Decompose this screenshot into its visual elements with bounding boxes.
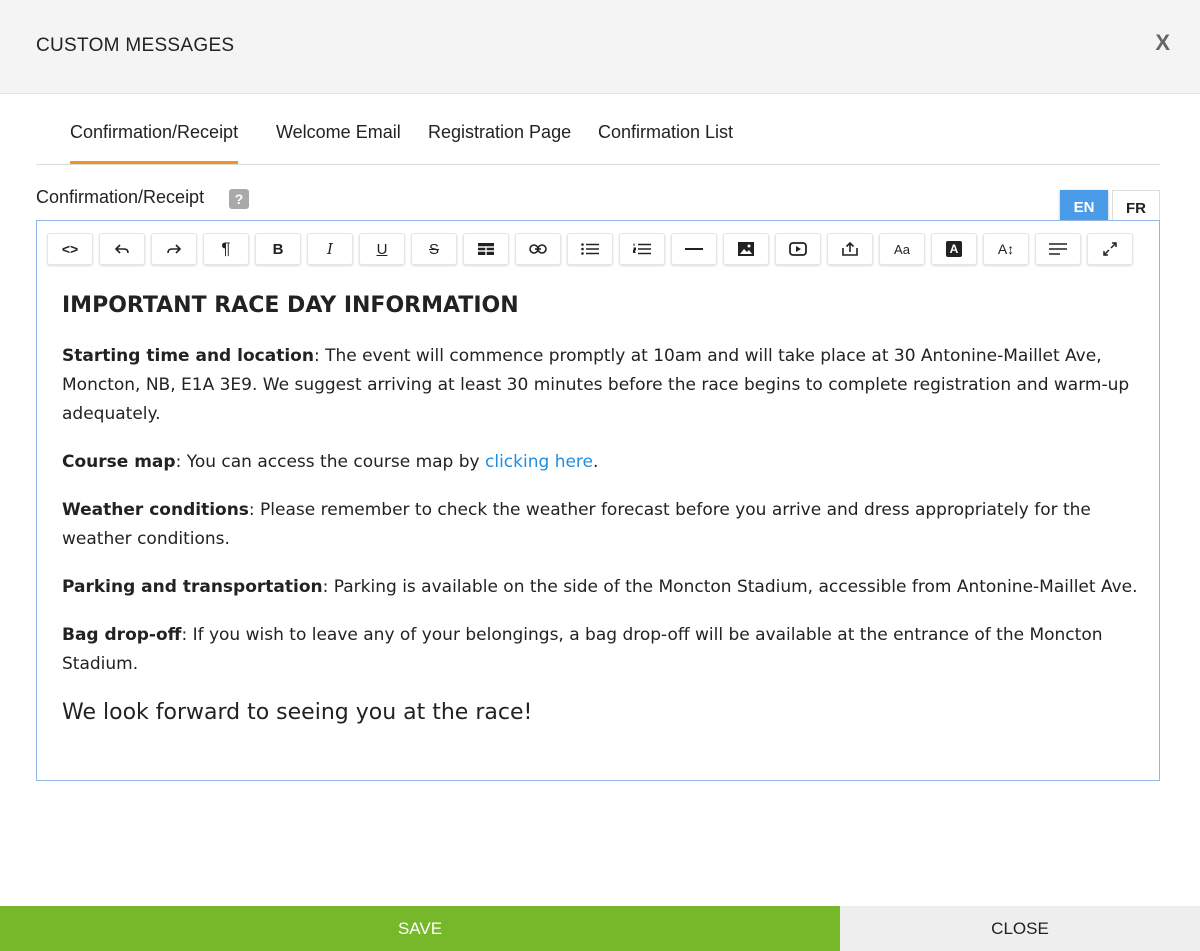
underline-icon[interactable]: U: [359, 233, 405, 265]
table-icon[interactable]: [463, 233, 509, 265]
content-heading: IMPORTANT RACE DAY INFORMATION: [62, 293, 519, 318]
upload-icon[interactable]: [827, 233, 873, 265]
paragraph-course-map: [62, 448, 1142, 477]
link-icon[interactable]: [515, 233, 561, 265]
modal-header: [0, 0, 1200, 94]
tab-registration-page[interactable]: Registration Page: [428, 122, 572, 142]
font-color-icon[interactable]: A: [931, 233, 977, 265]
align-icon[interactable]: [1035, 233, 1081, 265]
close-button[interactable]: CLOSE: [840, 906, 1200, 951]
paragraph-starting-time: [62, 342, 1142, 429]
save-button[interactable]: SAVE: [0, 906, 840, 951]
text-course-map: : You can access the course map by: [175, 452, 486, 472]
tab-welcome-email[interactable]: Welcome Email: [276, 122, 401, 142]
close-icon[interactable]: X: [1155, 30, 1170, 55]
lang-en-button[interactable]: EN: [1060, 190, 1108, 226]
tab-confirmation-list[interactable]: Confirmation List: [598, 122, 734, 142]
label-starting-time: Starting time and location: [62, 346, 314, 366]
numbered-list-icon[interactable]: [619, 233, 665, 265]
tab-confirmation-receipt[interactable]: Confirmation/Receipt: [70, 122, 238, 164]
strikethrough-icon[interactable]: S: [411, 233, 457, 265]
fullscreen-icon[interactable]: [1087, 233, 1133, 265]
modal-title: CUSTOM MESSAGES: [36, 35, 235, 56]
text-parking: : Parking is available on the side of the Moncton Stadium, accessible from Antonine-Maillet Ave.: [322, 577, 1138, 597]
bullet-list-icon[interactable]: [567, 233, 613, 265]
label-course-map: Course map: [62, 452, 176, 472]
bold-icon[interactable]: B: [255, 233, 301, 265]
image-icon[interactable]: [723, 233, 769, 265]
text-bag-dropoff: : If you wish to leave any of your belongings, a bag drop-off will be available at the entrance of the Moncton Stadium.: [62, 625, 1103, 674]
video-icon[interactable]: [775, 233, 821, 265]
paragraph-bag-dropoff: [62, 621, 1142, 679]
section-label: Confirmation/Receipt: [36, 187, 205, 207]
line-height-icon[interactable]: A↕: [983, 233, 1029, 265]
label-bag-dropoff: Bag drop-off: [62, 625, 182, 645]
paragraph-parking: [62, 573, 1142, 602]
paragraph-icon[interactable]: ¶: [203, 233, 249, 265]
lang-fr-button[interactable]: FR: [1112, 190, 1160, 226]
text-starting-time: : The event will commence promptly at 10am and will take place at 30 Antonine-Maillet Ave, Moncton, NB, E1A 3E9. We suggest arriving at least 30 minutes before the race begins to complete registration and warm-up adequately.: [62, 346, 1130, 424]
editor-content[interactable]: [62, 293, 1142, 746]
modal-footer: [0, 906, 1200, 951]
rich-text-editor[interactable]: [36, 220, 1160, 781]
label-weather: Weather conditions: [62, 500, 249, 520]
italic-icon[interactable]: I: [307, 233, 353, 265]
horizontal-rule-icon[interactable]: [671, 233, 717, 265]
editor-toolbar: [47, 233, 1139, 265]
paragraph-weather: [62, 496, 1142, 554]
redo-icon[interactable]: [151, 233, 197, 265]
text-course-map-end: .: [593, 452, 599, 472]
closing-line: We look forward to seeing you at the race!: [62, 700, 533, 725]
course-map-link[interactable]: clicking here: [485, 452, 594, 472]
tab-bar: [36, 110, 1160, 165]
code-view-icon[interactable]: <>: [47, 233, 93, 265]
label-parking: Parking and transportation: [62, 577, 323, 597]
help-icon[interactable]: ?: [229, 189, 249, 209]
undo-icon[interactable]: [99, 233, 145, 265]
text-weather: : Please remember to check the weather forecast before you arrive and dress appropriately for the weather conditions.: [62, 500, 1091, 549]
font-size-icon[interactable]: Aa: [879, 233, 925, 265]
